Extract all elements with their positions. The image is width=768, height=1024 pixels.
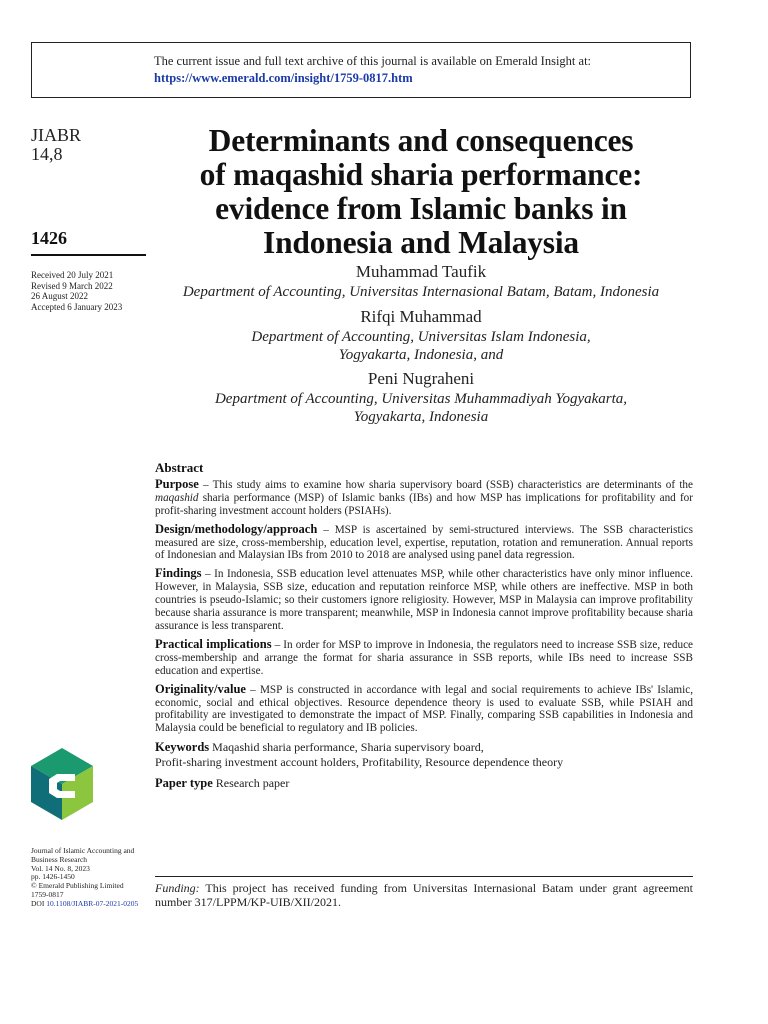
doi-line [31, 900, 151, 909]
abstract [155, 462, 693, 796]
affiliation-line: Yogyakarta, Indonesia, and [338, 347, 504, 363]
affiliation-line: Yogyakarta, Indonesia [353, 409, 489, 425]
title-line-4: Indonesia and Malaysia [263, 225, 579, 260]
abstract-heading: Abstract [155, 460, 204, 475]
abstract-keywords [155, 740, 693, 770]
findings-text: – In Indonesia, SSB education level attenuates MSP, while other characteristics have only minor influence. However, in Malaysia, SSB size, education and reputation reinforce MSP, while others are ineffective. MSP in both countries is pseudo-Islamic; so their customers ignore religiosity. However, MSP in Malaysia can improve profitability because sharia assurance is more transparent; meanwhile, MSP in Indonesia cannot improve profitability because sharia assurance is less transparent. [155, 568, 693, 632]
funding-label: Funding: [155, 881, 200, 895]
journal-citation-info [31, 847, 151, 909]
originality-text: – MSP is constructed in accordance with legal and social requirements to achieve IBs' Islamic, economic, social and ethical objectives. Resource dependence theory is used to evaluate SSB, while PSIAH and profitability are investigated to demonstrate the impact of MSP. Finally, comparing SSB capabilities in Indonesia and Malaysia could be beneficial to regulatory and IB policies. [155, 683, 693, 735]
history-accepted: Accepted 6 January 2023 [31, 301, 123, 312]
practical-label: Practical implications [155, 636, 272, 651]
author-name: Peni Nugraheni [367, 369, 475, 388]
author-affiliation [150, 390, 692, 426]
title-line-1: Determinants and consequences [208, 123, 634, 158]
affiliation-line: Department of Accounting, Universitas Islam Indonesia, [251, 329, 591, 345]
title-line-3: evidence from Islamic banks in [215, 191, 627, 226]
journal-pages: pp. 1426-1450 [31, 872, 75, 882]
journal-issn: 1759-0817 [31, 889, 64, 899]
keywords-line-2: Profit-sharing investment account holders, Profitability, Resource dependence theory [155, 755, 564, 770]
keywords-line-1: Maqashid sharia performance, Sharia supervisory board, [209, 740, 484, 755]
journal-banner-box [31, 42, 691, 98]
history-revised: Revised 9 March 2022 [31, 280, 113, 291]
author-affiliation [150, 328, 692, 364]
author-name: Rifqi Muhammad [360, 307, 482, 326]
history-revised-2: 26 August 2022 [31, 291, 89, 301]
journal-volume-label [31, 126, 81, 164]
page-number-rule [31, 254, 146, 256]
journal-name-line2: Business Research [31, 854, 88, 864]
volume-issue: 14,8 [31, 144, 63, 164]
purpose-italic: maqashid [155, 491, 199, 504]
abstract-purpose [155, 478, 693, 518]
paper-type-value: Research paper [212, 776, 290, 791]
design-text: – MSP is ascertained by semi-structured interviews. The SSB characteristics measured are size, cross-membership, education level, expertise, reputation, rotation and remuneration. Annual reports of Indonesian and Malaysian IBs from 2010 to 2018 are analysed using panel data regression. [155, 523, 693, 562]
affiliation-line: Department of Accounting, Universitas Internasional Batam, Batam, Indonesia [182, 284, 660, 300]
originality-label: Originality/value [155, 681, 246, 696]
design-label: Design/methodology/approach [155, 521, 318, 536]
history-received: Received 20 July 2021 [31, 270, 114, 280]
doi-prefix: DOI [31, 898, 45, 908]
purpose-label: Purpose [155, 476, 199, 491]
article-history [31, 270, 122, 312]
funding-note [155, 881, 693, 909]
abstract-paper-type [155, 776, 693, 791]
journal-copyright: © Emerald Publishing Limited [31, 881, 124, 891]
keywords-label: Keywords [155, 740, 210, 755]
journal-vol: Vol. 14 No. 8, 2023 [31, 863, 90, 873]
funding-text: This project has received funding from Universitas Internasional Batam under grant agreement number 317/LPPM/KP-UIB/XII/2021. [155, 881, 693, 909]
page-number: 1426 [31, 228, 67, 248]
practical-text: – In order for MSP to improve in Indonesia, the regulators need to increase SSB size, reduce cross-membership and arrange the format for sharia assurance in SSB reports, while IBs need to increase SSB education and expertise. [155, 638, 693, 677]
journal-archive-link[interactable]: https://www.emerald.com/insight/1759-0817.htm [154, 71, 413, 85]
abstract-findings [155, 567, 693, 633]
paper-type-label: Paper type [155, 776, 213, 791]
affiliation-line: Department of Accounting, Universitas Muhammadiyah Yogyakarta, [214, 391, 628, 407]
abstract-design [155, 523, 693, 563]
findings-label: Findings [155, 566, 202, 581]
banner-text: The current issue and full text archive of this journal is available on Emerald Insight at: [154, 54, 592, 68]
doi-link[interactable]: 10.1108/JIABR-07-2021-0205 [46, 898, 139, 908]
article-title [150, 124, 692, 260]
title-line-2: of maqashid sharia performance: [199, 157, 643, 192]
purpose-text-cont: sharia performance (MSP) of Islamic banks (IBs) and how MSP has implications for profitability and for profit-sharing investment account holders (PSIAHs). [155, 491, 693, 517]
author-affiliation [150, 283, 692, 301]
author-name: Muhammad Taufik [355, 262, 487, 281]
purpose-text: – This study aims to examine how sharia supervisory board (SSB) characteristics are determinants of the [198, 478, 693, 491]
journal-abbrev: JIABR [31, 125, 82, 145]
abstract-practical [155, 638, 693, 678]
abstract-originality [155, 683, 693, 736]
journal-name-line1: Journal of Islamic Accounting and [31, 846, 135, 855]
publisher-logo-icon [31, 748, 93, 820]
footnote-rule [155, 876, 693, 877]
